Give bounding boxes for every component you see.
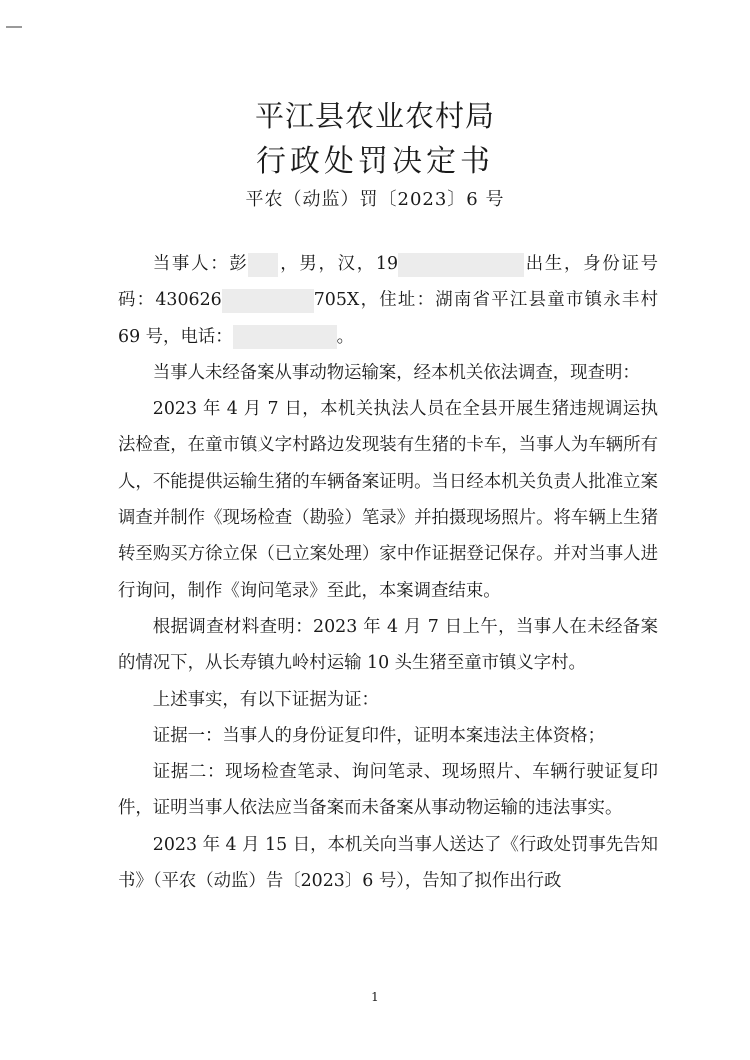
document-body xyxy=(118,246,658,899)
findings-paragraph: 根据调查材料查明：2023 年 4 月 7 日上午，当事人在未经备案的情况下，从长寿镇九岭村运输 10 头生猪至童市镇义字村。 xyxy=(118,616,658,674)
evidence-intro: 上述事实，有以下证据为证： xyxy=(152,689,379,710)
evidence-two: 证据二：现场检查笔录、询问笔录、现场照片、车辆行驶证复印件，证明当事人依法应当备案而未备案从事动物运输的违法事实。 xyxy=(118,762,658,819)
party-paragraph: 当事人：彭 ，男，汉，19 出生，身份证号码：430626 705X，住址：湖南省平江县童市镇永丰村 69 号，电话： 。 xyxy=(118,246,658,355)
redaction-block xyxy=(233,325,337,349)
redaction-block xyxy=(398,253,524,277)
notice-paragraph: 2023 年 4 月 15 日，本机关向当事人送达了《行政处罚事先告知书》（平农（动监）告〔2023〕6 号），告知了拟作出行政 xyxy=(118,834,658,892)
document-number: 平农（动监）罚〔2023〕6 号 xyxy=(245,189,505,210)
redaction-block xyxy=(248,253,278,277)
investigation-paragraph: 2023 年 4 月 7 日，本机关执法人员在全县开展生猪违规调运执法检查，在童市镇义字村路边发现装有生猪的卡车，当事人为车辆所有人，不能提供运输生猪的车辆备案证明。当日经本机关负责人批准立案调查并制作《现场检查（勘验）笔录》并拍摄现场照片。将车辆上生猪转至购买方徐立保（已立案处理）家中作证据登记保存。并对当事人进行询问，制作《询问笔录》至此，本案调查结束。 xyxy=(118,399,658,601)
scan-mark xyxy=(6,26,22,28)
agency-title: 平江县农业农村局 xyxy=(254,99,495,133)
document-title: 行政处罚决定书 xyxy=(256,144,494,179)
page-number: 1 xyxy=(371,990,379,1004)
evidence-one: 证据一：当事人的身份证复印件，证明本案违法主体资格； xyxy=(152,725,605,746)
case-paragraph: 当事人未经备案从事动物运输案，经本机关依法调查，现查明： xyxy=(152,362,640,383)
redaction-block xyxy=(222,289,314,313)
